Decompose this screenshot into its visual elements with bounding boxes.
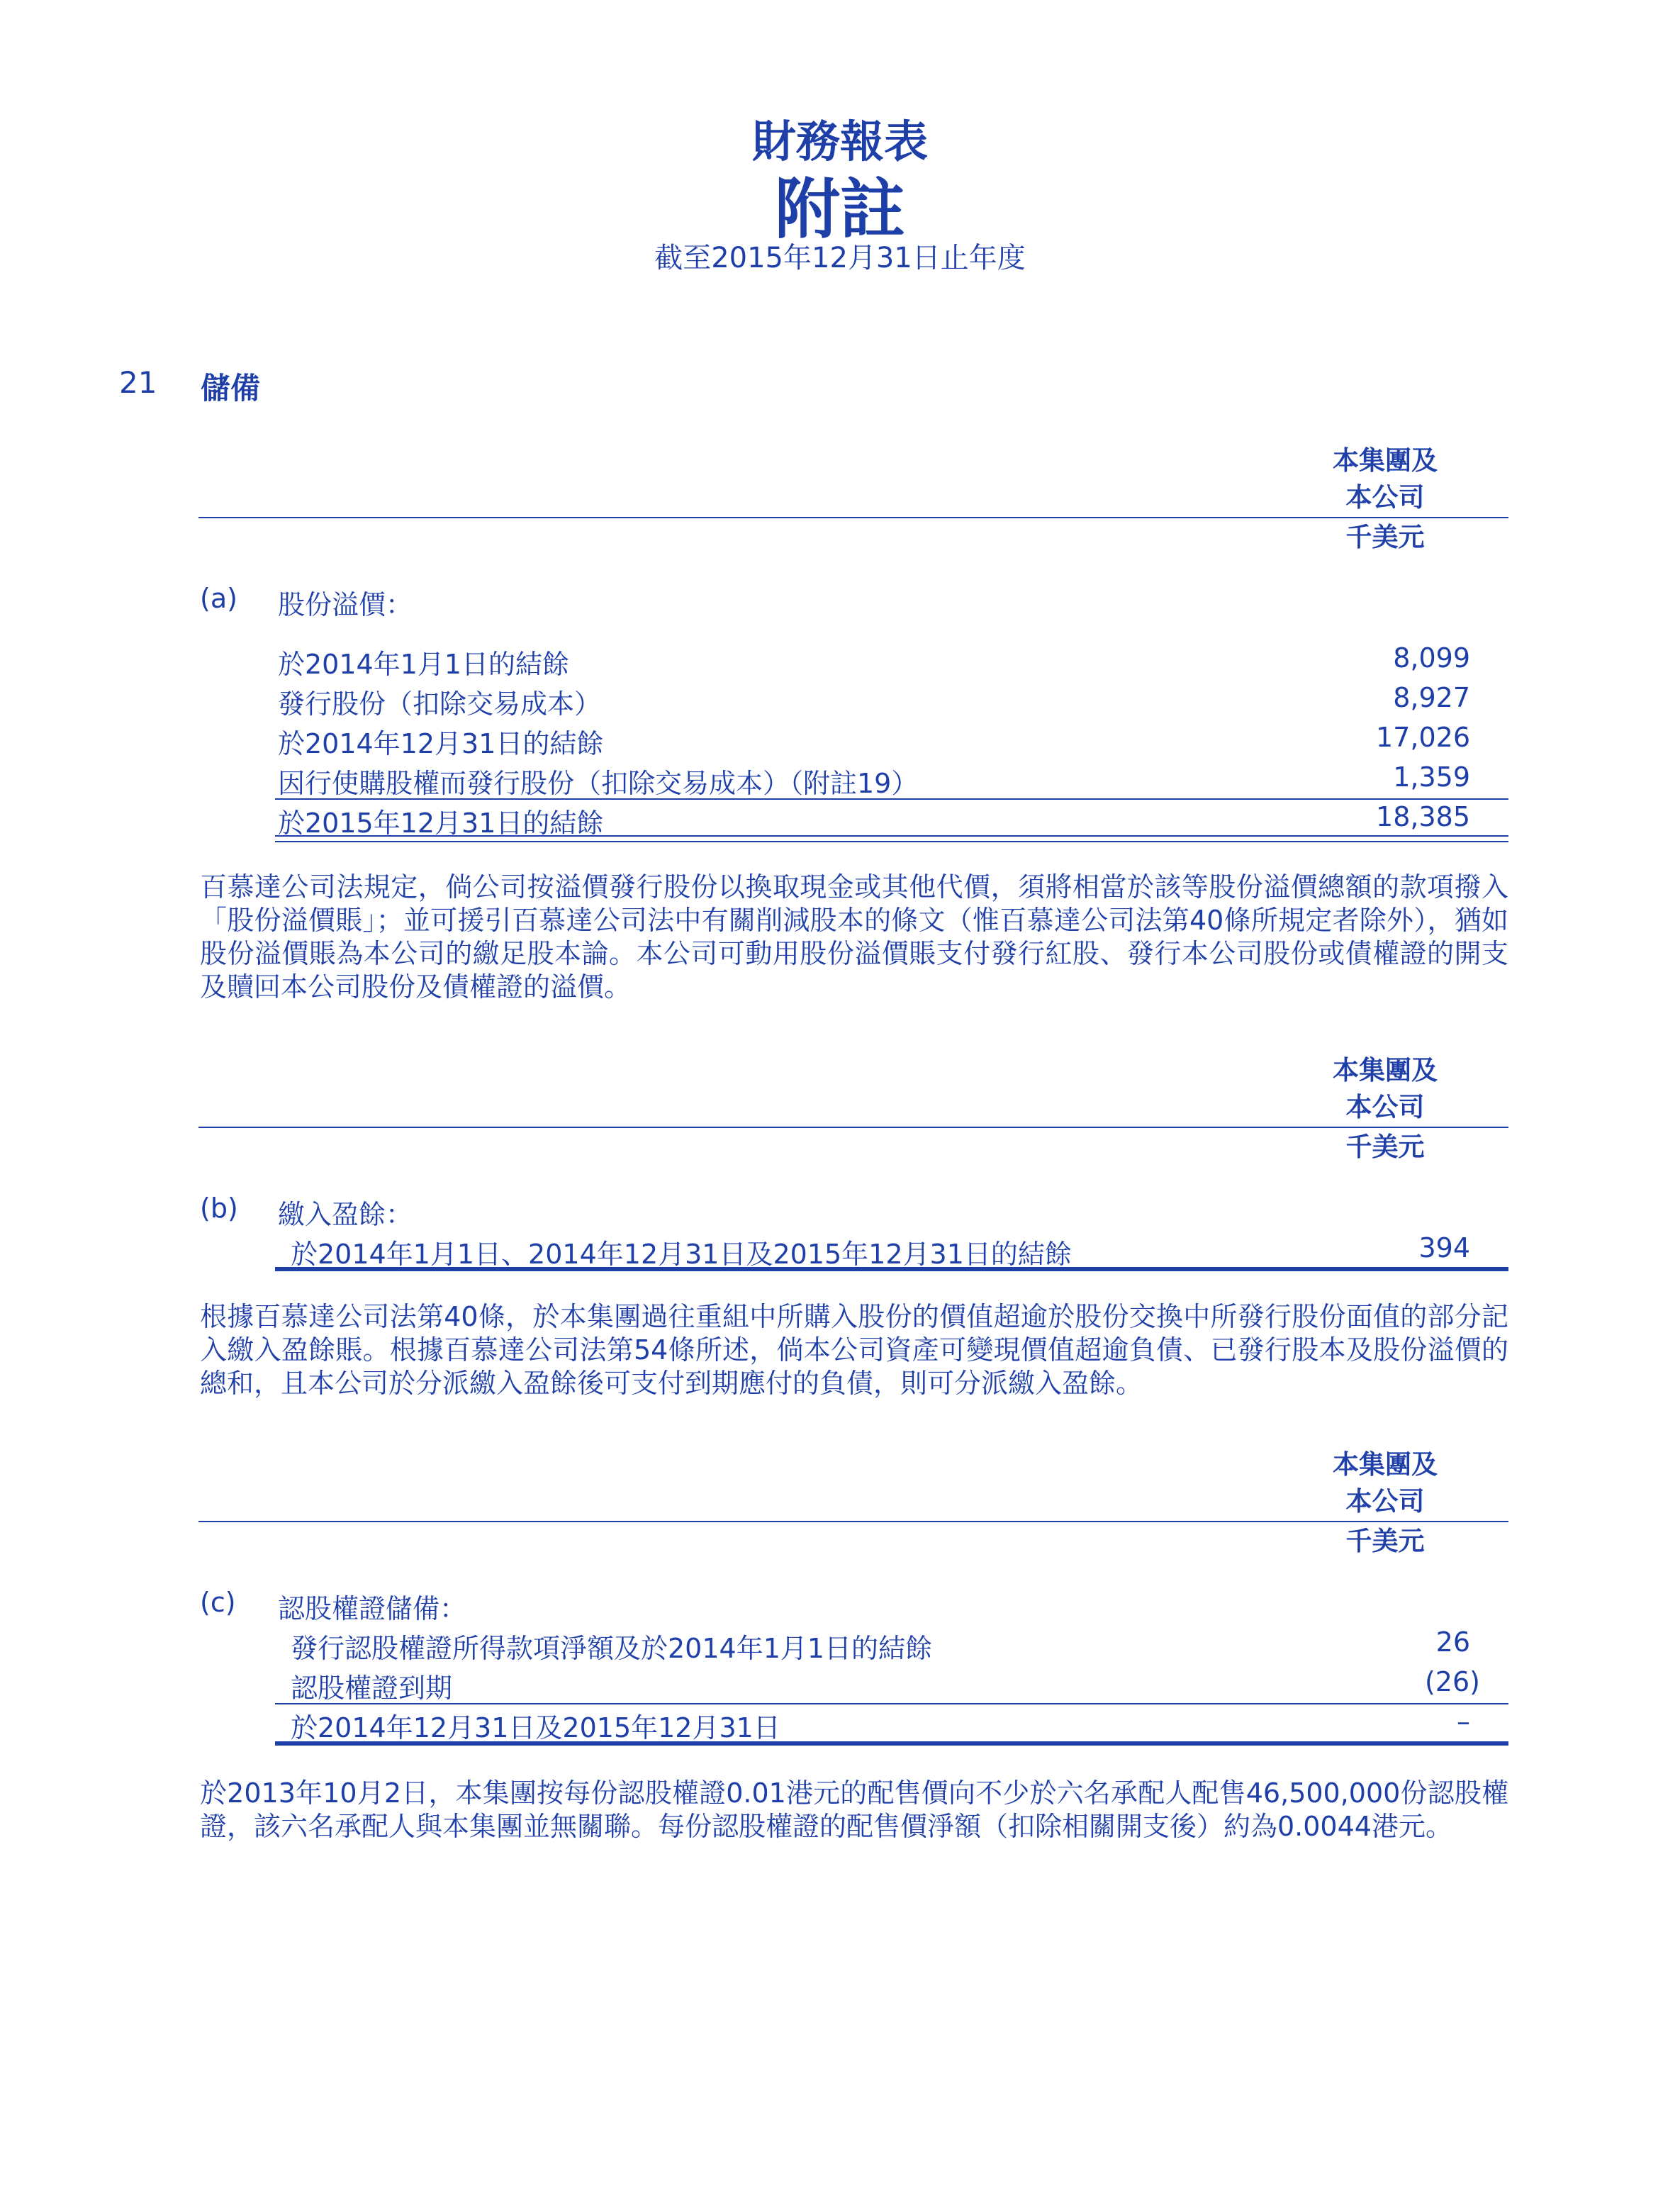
- table-row-desc: 於2014年1月1日的結餘: [278, 649, 570, 680]
- column-header-c: [1293, 1446, 1477, 1520]
- part-b-label: (b): [200, 1193, 238, 1224]
- header-rule-c: [198, 1521, 1508, 1522]
- part-a-label: (a): [200, 583, 237, 614]
- total-rule-c: [275, 1741, 1508, 1746]
- total-double-rule-a: [275, 835, 1508, 842]
- table-row-value: 394: [1418, 1232, 1470, 1263]
- period-subtitle: 截至2015年12月31日止年度: [654, 242, 1026, 274]
- table-row-desc: 發行認股權證所得款項淨額及於2014年1月1日的結餘: [291, 1633, 933, 1664]
- header-rule-a: [198, 517, 1508, 518]
- column-header-line1: 本集團及: [1333, 1055, 1438, 1085]
- table-row-desc: 因行使購股權而發行股份（扣除交易成本）（附註19）: [278, 768, 919, 799]
- table-row-desc: 於2015年12月31日的結餘: [278, 808, 604, 839]
- table-row-value: (26): [1424, 1666, 1480, 1697]
- column-header-b: [1293, 1052, 1477, 1126]
- table-row-desc: 於2014年12月31日及2015年12月31日: [291, 1712, 780, 1743]
- column-header-a: [1293, 442, 1477, 516]
- header-rule-b: [198, 1127, 1508, 1128]
- table-row-desc: 認股權證到期: [291, 1673, 453, 1704]
- section-title: 儲備: [201, 371, 261, 406]
- table-row-value: –: [1457, 1706, 1470, 1737]
- table-row-value: 1,359: [1393, 761, 1470, 793]
- part-c-note: 於2013年10月2日，本集團按每份認股權證0.01港元的配售價向不少於六名承配人配售46,500,000份認股權證，該六名承配人與本集團並無關聯。每份認股權證的配售價淨額（扣除相關開支後）約為0.0044港元。: [200, 1777, 1508, 1842]
- column-header-line2: 本公司: [1345, 1092, 1425, 1122]
- table-row-desc: 於2014年1月1日、2014年12月31日及2015年12月31日的結餘: [291, 1239, 1072, 1270]
- column-header-line1: 本集團及: [1333, 445, 1438, 476]
- part-b-title: 繳入盈餘：: [278, 1199, 413, 1230]
- part-c-title: 認股權證儲備：: [278, 1593, 467, 1624]
- total-rule-b: [275, 1267, 1508, 1271]
- table-row-value: 26: [1435, 1626, 1470, 1658]
- column-header-line2: 本公司: [1345, 1486, 1425, 1517]
- table-row-value: 8,927: [1393, 682, 1470, 713]
- part-c-label: (c): [200, 1587, 236, 1618]
- subtotal-rule-c: [275, 1703, 1508, 1704]
- part-a-note: 百慕達公司法規定，倘公司按溢價發行股份以換取現金或其他代價，須將相當於該等股份溢價總額的款項撥入「股份溢價賬」；並可援引百慕達公司法中有關削減股本的條文（惟百慕達公司法第40條所規定者除外），猶如股份溢價賬為本公司的繳足股本論。本公司可動用股份溢價賬支付發行紅股、發行本公司股份或債權證的開支及贖回本公司股份及債權證的溢價。: [200, 871, 1508, 1003]
- table-row-desc: 發行股份（扣除交易成本）: [278, 688, 602, 720]
- table-row-desc: 於2014年12月31日的結餘: [278, 728, 604, 759]
- table-row-value: 17,026: [1376, 722, 1470, 753]
- table-row-value: 18,385: [1376, 801, 1470, 832]
- column-unit-a: 千美元: [1345, 522, 1425, 552]
- table-row-value: 8,099: [1393, 642, 1470, 674]
- part-a-title: 股份溢價：: [278, 589, 413, 620]
- column-unit-c: 千美元: [1345, 1526, 1425, 1556]
- column-unit-b: 千美元: [1345, 1132, 1425, 1162]
- part-b-note: 根據百慕達公司法第40條，於本集團過往重組中所購入股份的價值超逾於股份交換中所發行股份面值的部分記入繳入盈餘賬。根據百慕達公司法第54條所述，倘本公司資產可變現價值超逾負債、已發行股本及股份溢價的總和，且本公司於分派繳入盈餘後可支付到期應付的負債，則可分派繳入盈餘。: [200, 1301, 1508, 1399]
- column-header-line1: 本集團及: [1333, 1449, 1438, 1480]
- notes-title: 附註: [774, 172, 905, 247]
- section-number: 21: [119, 365, 157, 400]
- subtotal-rule-a: [275, 798, 1508, 800]
- report-title: 財務報表: [751, 116, 928, 167]
- column-header-line2: 本公司: [1345, 482, 1425, 513]
